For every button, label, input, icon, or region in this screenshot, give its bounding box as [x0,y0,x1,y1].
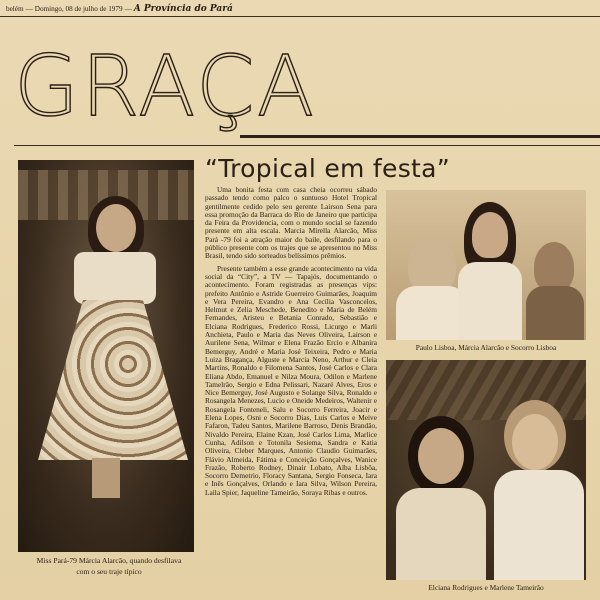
photo-figure-legs [92,458,120,498]
photo-person-center [472,212,508,258]
article-body [205,186,377,598]
photo-figure-blouse [74,252,156,304]
photo-figure-skirt [38,300,188,460]
newspaper-name: A Província do Pará [133,4,233,14]
photo-group-three [386,190,586,340]
dateline-location: belém [6,5,24,13]
dateline: belém — Domingo, 08 de julho de 1979 — A Província do Pará [6,4,233,14]
photo-person-left [418,428,464,484]
photo-person-right-body [494,470,584,580]
section-divider [14,145,600,146]
article-paragraph: Presente também a esse grande acontecimento na vida social da “City”, a TV — Tapajós, documentando o acontecimento. Foram registradas as presenças vips: prefeito Antônio e Astride Guerreiro Guimarães, Joaquim e Vera Pereira, Evandro e Ana Cecília Vasconcelos, Helmut e Zelia Meschede, Benedito e Maria de Belém Fernandes, Aristeu e Betania Conrado, Sebastião e Elciana Rodrigues, Frederico Rossi, Licurgo e Marli Anchieta, Paulo e Maria das Neves Oliveira, Lairson e Aurilene Sena, Wilmar e Elena Frazão Ercio e Albanira Bemerguy, André e Maria José Teixeira, Pedro e Maria Luiza Bragança, Alguste e Marcia Neno, Arthur e Cleia Martins, Ronaldo e Filomena Santos, José Carlos e Clara Eliana Abdo, Emanuel e Nilza Moura, Odilon e Marlene Tamelrão, Sergio e Edna Pelissari, Nazaré Alves, Eros e Nice Bemerguy, José Augusto e Solange Silva, Ronaldo e Rosangela Menezes, Lucio e Oneide Medeiros, Waltenir e Rosangela Fonteneli, Salu e Socorro Ferreira, Joacir e Elena Lopes, Osni e Socorro Dias, Luis Carlos e Meive Fafaron, Tadeu Santos, Marilene Barroso, Denis Brandão, Nivaldo Pereira, Elaine Kzan, José Carlos Lima, Marlice Cunha, Adilson e Totonila Sesiema, Sandra e Katia Oliveira, Cleber Marques, Antonio Claudio Guimarães, Flávio Almeida, Fátima e Conceição Gonçalves, Wanice Frazão, Roberto Rodney, Dinair Lobato, Alba Lisbôa, Socorro Demetrio, Floracy Santana, Sergio Fonseca, Iara e Inês Gonçalves, Orlando e Iara Silva, Wilson Pereira, Laila Spier, Jaqueline Tameirão, Soraya Ribas e outros. [205,263,377,497]
photo-caption-bottom-right: Elciana Rodrigues e Marlene Tameirão [428,583,544,592]
section-title-rule [240,135,600,138]
section-title: GRAÇA [14,37,317,135]
photo-figure-head [96,204,136,252]
photo-person-right-body [526,286,584,340]
photo-caption-top-right: Paulo Lisboa, Márcia Alarcão e Socorro Lisboa [415,343,557,352]
photo-caption-left: Miss Pará-79 Márcia Alarcão, quando desfilava com o seu traje típico [36,556,182,576]
dateline-date: Domingo, 08 de julho de 1979 [34,5,123,13]
photo-group-two [386,360,586,580]
photo-miss-para [18,160,194,552]
article-headline: “Tropical em festa” [205,154,451,183]
photo-person-center-body [458,262,522,340]
masthead-rule [0,16,600,17]
article-paragraph: Uma bonita festa com casa cheia ocorreu sábado passado tendo como palco o suntuoso Hotel Tropical gentilmente cedido pelo seu gerente Lairson Sena para essa promoção da Barraca do Rio de Janeiro que participa da Feira da Providencia, com o mundo social se fazendo presente em alta escala. Marcia Mirella Alarcão, Miss Pará -79 foi a atração maior do baile, desfilando para o público presente com os trajes que se apresentou no Miss Brasil, tendo sido sorteados belíssimos prêmios. [205,186,377,261]
photo-person-right [512,414,558,470]
photo-person-right [534,242,574,292]
photo-person-left-body [396,488,486,580]
